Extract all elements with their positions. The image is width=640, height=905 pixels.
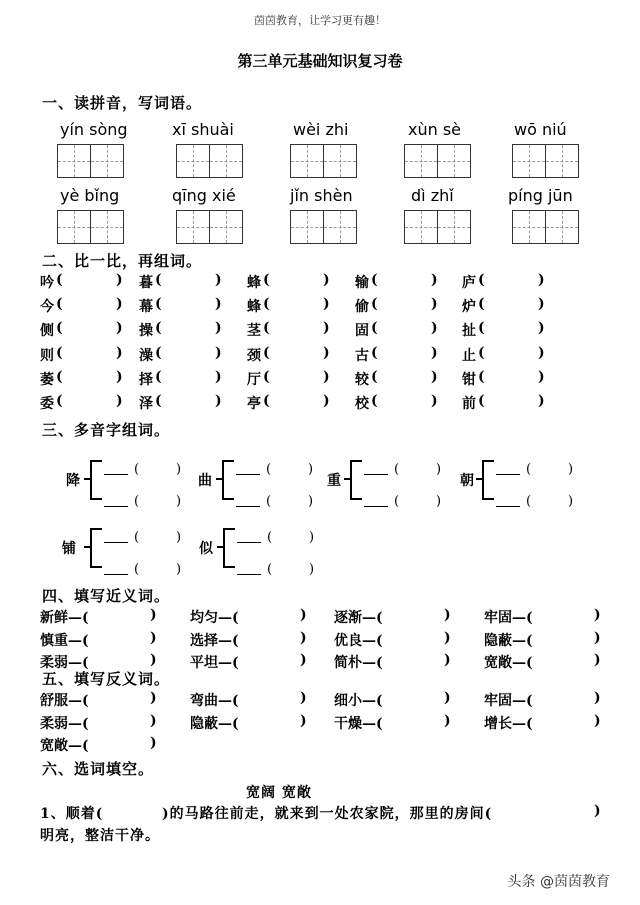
blank-line[interactable]: [364, 474, 388, 475]
paren-open[interactable]: (: [478, 296, 485, 313]
paren-open[interactable]: (: [371, 344, 378, 361]
paren-close: ): [444, 652, 451, 668]
paren-open: (: [267, 562, 273, 577]
compare-char: 炉: [462, 299, 476, 316]
compare-char: 则: [40, 347, 54, 364]
paren-close: ): [568, 462, 574, 477]
paren-open[interactable]: (: [263, 320, 270, 337]
paren-close: ): [176, 530, 182, 545]
blank-line[interactable]: [104, 574, 128, 575]
word-pair[interactable]: 均匀—(: [190, 610, 239, 626]
brace-mid: [344, 478, 350, 480]
paren-open[interactable]: (: [263, 272, 270, 288]
paren-open: (: [526, 462, 532, 477]
writing-grid[interactable]: [404, 144, 471, 178]
paren-open: (: [266, 462, 272, 477]
word-pair[interactable]: 柔弱—(: [40, 655, 89, 671]
pinyin: píng jūn: [508, 186, 573, 205]
paren-close: ): [215, 320, 222, 337]
paren-open[interactable]: (: [56, 368, 63, 385]
writing-grid[interactable]: [57, 144, 124, 178]
word-pair[interactable]: 隐蔽—(: [190, 715, 239, 732]
paren-open[interactable]: (: [155, 393, 162, 409]
section-3-heading: 三、多音字组词。: [42, 421, 171, 439]
paren-close: ): [436, 494, 442, 509]
paren-open[interactable]: (: [478, 320, 485, 337]
header-note: 茵茵教育，让学习更有趣！: [254, 14, 386, 27]
paren-open[interactable]: (: [263, 393, 270, 409]
paren-close: ): [436, 462, 442, 477]
polyphone-char: 曲: [198, 473, 212, 489]
paren-close: ): [323, 272, 330, 288]
paren-close: ): [300, 712, 307, 729]
blank-line[interactable]: [496, 506, 520, 507]
paren-close: ): [594, 607, 601, 623]
compare-char: 较: [355, 371, 369, 388]
word-pair[interactable]: 优良—(: [334, 632, 383, 649]
compare-char: 庐: [462, 275, 476, 291]
paren-close: ): [116, 320, 123, 337]
writing-grid[interactable]: [512, 210, 579, 244]
brace: [90, 528, 102, 568]
compare-char: 前: [462, 396, 476, 412]
paren-close: ): [431, 320, 438, 337]
paren-open[interactable]: (: [155, 272, 162, 288]
polyphone-char: 朝: [460, 473, 474, 489]
paren-close: ): [176, 494, 182, 509]
word-pair[interactable]: 弯曲—(: [190, 693, 239, 709]
paren-close: ): [444, 712, 451, 729]
word-pair[interactable]: 增长—(: [484, 715, 533, 732]
compare-char: 厅: [247, 371, 261, 388]
pinyin: qīng xié: [172, 186, 236, 205]
brace-mid: [216, 478, 222, 480]
blank-line[interactable]: [104, 474, 128, 475]
paren-close: ): [538, 272, 545, 288]
question-1-part-c: 明亮，整洁干净。: [40, 828, 160, 844]
pinyin: xùn sè: [408, 120, 462, 139]
paren-open[interactable]: (: [56, 272, 63, 288]
compare-char: 泽: [139, 396, 153, 412]
blank-line[interactable]: [496, 474, 520, 475]
pinyin: wèi zhi: [293, 120, 349, 139]
paren-close: ): [431, 393, 438, 409]
paren-close: ): [176, 562, 182, 577]
pinyin: xī shuài: [172, 120, 234, 139]
brace-mid: [476, 478, 482, 480]
brace: [222, 460, 234, 500]
blank-line[interactable]: [104, 506, 128, 507]
compare-char: 钳: [462, 371, 476, 388]
paren-open: (: [394, 462, 400, 477]
paren-open[interactable]: (: [371, 272, 378, 288]
brace: [223, 528, 235, 568]
compare-char: 止: [462, 347, 476, 364]
paren-close: ): [300, 607, 307, 623]
paren-close: ): [150, 690, 157, 706]
paren-close: ): [215, 272, 222, 288]
paren-open: (: [267, 530, 273, 545]
paren-open[interactable]: (: [478, 272, 485, 288]
writing-grid[interactable]: [57, 210, 124, 244]
paren-close: ): [150, 652, 157, 668]
compare-char: 蜂: [247, 275, 261, 291]
paren-close: ): [444, 690, 451, 706]
paren-close: ): [309, 562, 315, 577]
brace: [482, 460, 494, 500]
brace-mid: [217, 546, 223, 548]
paren-close: ): [116, 272, 123, 288]
word-pair[interactable]: 柔弱—(: [40, 715, 89, 732]
pinyin: jǐn shèn: [290, 186, 353, 205]
paren-close: ): [323, 320, 330, 337]
compare-char: 澡: [139, 347, 153, 364]
blank-line[interactable]: [104, 542, 128, 543]
paren-close: ): [538, 320, 545, 337]
word-pair[interactable]: 平坦—(: [190, 655, 239, 671]
compare-char: 输: [355, 275, 369, 291]
compare-char: 萎: [40, 371, 54, 388]
section-6-heading: 六、选词填空。: [42, 760, 155, 778]
paren-open[interactable]: (: [371, 393, 378, 409]
word-pair[interactable]: 选择—(: [190, 632, 239, 649]
paren-close: ): [215, 344, 222, 361]
paren-close: ): [300, 629, 307, 646]
writing-grid[interactable]: [176, 144, 243, 178]
paren-close: ): [431, 296, 438, 313]
brace-mid: [84, 546, 90, 548]
paren-open[interactable]: (: [155, 320, 162, 337]
paren-close: ): [150, 712, 157, 729]
paren-close: ): [308, 462, 314, 477]
compare-char: 扯: [462, 323, 476, 340]
compare-char: 偷: [355, 299, 369, 316]
compare-char: 幕: [139, 299, 153, 316]
word-pair[interactable]: 舒服—(: [40, 693, 89, 709]
choice-words: 宽阔 宽敞: [246, 785, 312, 801]
paren-open: (: [134, 494, 140, 509]
pinyin: yè bǐng: [60, 186, 120, 205]
blank-line[interactable]: [236, 474, 260, 475]
pinyin: dì zhǐ: [411, 186, 454, 205]
paren-close: ): [300, 652, 307, 668]
paren-close: ): [150, 607, 157, 623]
page-title: 第三单元基础知识复习卷: [237, 52, 403, 70]
paren-close: ): [116, 368, 123, 385]
paren-close: ): [150, 735, 157, 751]
word-pair[interactable]: 牢固—(: [484, 610, 533, 626]
paren-open[interactable]: (: [56, 320, 63, 337]
paren-close: ): [308, 494, 314, 509]
compare-char: 择: [139, 371, 153, 388]
section-1-heading: 一、读拼音，写词语。: [42, 94, 203, 112]
word-pair[interactable]: 逐渐—(: [334, 610, 383, 626]
word-pair[interactable]: 干燥—(: [334, 715, 383, 732]
paren-open[interactable]: (: [155, 368, 162, 385]
paren-close: ): [568, 494, 574, 509]
compare-char: 固: [355, 323, 369, 340]
paren-close: ): [444, 607, 451, 623]
paren-close: ): [431, 272, 438, 288]
compare-char: 校: [355, 396, 369, 412]
writing-grid[interactable]: [290, 144, 357, 178]
paren-close: ): [323, 296, 330, 313]
paren-close: ): [116, 393, 123, 409]
writing-grid[interactable]: [404, 210, 471, 244]
word-pair[interactable]: 宽敞—(: [40, 738, 89, 754]
paren-close: ): [538, 344, 545, 361]
word-pair[interactable]: 牢固—(: [484, 693, 533, 709]
paren-close: ): [215, 368, 222, 385]
paren-close: ): [444, 629, 451, 646]
paren-close: ): [116, 296, 123, 313]
paren-close: ): [323, 344, 330, 361]
paren-close: ): [176, 462, 182, 477]
paren-open: (: [266, 494, 272, 509]
brace-mid: [84, 478, 90, 480]
polyphone-char: 降: [66, 473, 80, 489]
word-pair[interactable]: 慎重—(: [40, 632, 89, 649]
paren-close: ): [431, 344, 438, 361]
paren-close: ): [594, 690, 601, 706]
word-pair[interactable]: 简朴—(: [334, 655, 383, 671]
paren-open[interactable]: (: [263, 368, 270, 385]
paren-close: ): [150, 629, 157, 646]
compare-char: 吟: [40, 275, 54, 291]
paren-open[interactable]: (: [263, 344, 270, 361]
paren-open: (: [134, 462, 140, 477]
paren-close: ): [538, 368, 545, 385]
paren-close: ): [323, 368, 330, 385]
paren-open: (: [134, 562, 140, 577]
paren-close: ): [594, 712, 601, 729]
writing-grid[interactable]: [290, 210, 357, 244]
compare-char: 蜂: [247, 299, 261, 316]
compare-char: 委: [40, 396, 54, 412]
paren-open[interactable]: (: [371, 296, 378, 313]
paren-close: ): [215, 393, 222, 409]
paren-open: (: [134, 530, 140, 545]
brace: [350, 460, 362, 500]
paren-open[interactable]: (: [371, 368, 378, 385]
compare-char: 今: [40, 299, 54, 316]
paren-open[interactable]: (: [478, 393, 485, 409]
watermark: 头条 @茵茵教育: [507, 874, 610, 890]
pinyin: wō niú: [514, 120, 567, 139]
section-2-heading: 二、比一比，再组词。: [42, 252, 203, 270]
brace: [90, 460, 102, 500]
section-5-heading: 五、填写反义词。: [42, 670, 171, 688]
paren-open[interactable]: (: [155, 344, 162, 361]
paren-open[interactable]: (: [371, 320, 378, 337]
word-pair[interactable]: 隐蔽—(: [484, 632, 533, 649]
section-4-heading: 四、填写近义词。: [42, 587, 171, 605]
paren-open[interactable]: (: [478, 344, 485, 361]
question-1-close: ): [594, 803, 602, 819]
polyphone-char: 铺: [62, 541, 76, 557]
paren-close: ): [594, 652, 601, 668]
paren-close: ): [309, 530, 315, 545]
blank-line[interactable]: [364, 506, 388, 507]
question-1-part-a: 1、顺着(: [40, 806, 104, 822]
paren-close: ): [538, 296, 545, 313]
word-pair[interactable]: 细小—(: [334, 693, 383, 709]
paren-open: (: [526, 494, 532, 509]
compare-char: 亭: [247, 396, 261, 412]
paren-open[interactable]: (: [263, 296, 270, 313]
paren-close: ): [431, 368, 438, 385]
paren-close: ): [300, 690, 307, 706]
writing-grid[interactable]: [176, 210, 243, 244]
paren-close: ): [116, 344, 123, 361]
question-1-part-b: )的马路往前走，就来到一处农家院，那里的房间(: [162, 806, 493, 822]
compare-char: 茎: [247, 323, 261, 340]
paren-open[interactable]: (: [478, 368, 485, 385]
paren-open: (: [394, 494, 400, 509]
paren-close: ): [215, 296, 222, 313]
blank-line[interactable]: [237, 542, 261, 543]
word-pair[interactable]: 新鲜—(: [40, 610, 89, 626]
compare-char: 颈: [247, 347, 261, 364]
compare-char: 操: [139, 323, 153, 340]
writing-grid[interactable]: [512, 144, 579, 178]
paren-open[interactable]: (: [56, 296, 63, 313]
compare-char: 暮: [139, 275, 153, 291]
word-pair[interactable]: 宽敞—(: [484, 655, 533, 671]
compare-char: 古: [355, 347, 369, 364]
paren-open[interactable]: (: [56, 344, 63, 361]
paren-close: ): [323, 393, 330, 409]
paren-close: ): [538, 393, 545, 409]
polyphone-char: 似: [199, 541, 213, 557]
paren-open[interactable]: (: [56, 393, 63, 409]
pinyin: yín sòng: [60, 120, 128, 139]
blank-line[interactable]: [236, 506, 260, 507]
blank-line[interactable]: [237, 574, 261, 575]
paren-close: ): [594, 629, 601, 646]
paren-open[interactable]: (: [155, 296, 162, 313]
compare-char: 侧: [40, 323, 54, 340]
polyphone-char: 重: [327, 473, 341, 489]
